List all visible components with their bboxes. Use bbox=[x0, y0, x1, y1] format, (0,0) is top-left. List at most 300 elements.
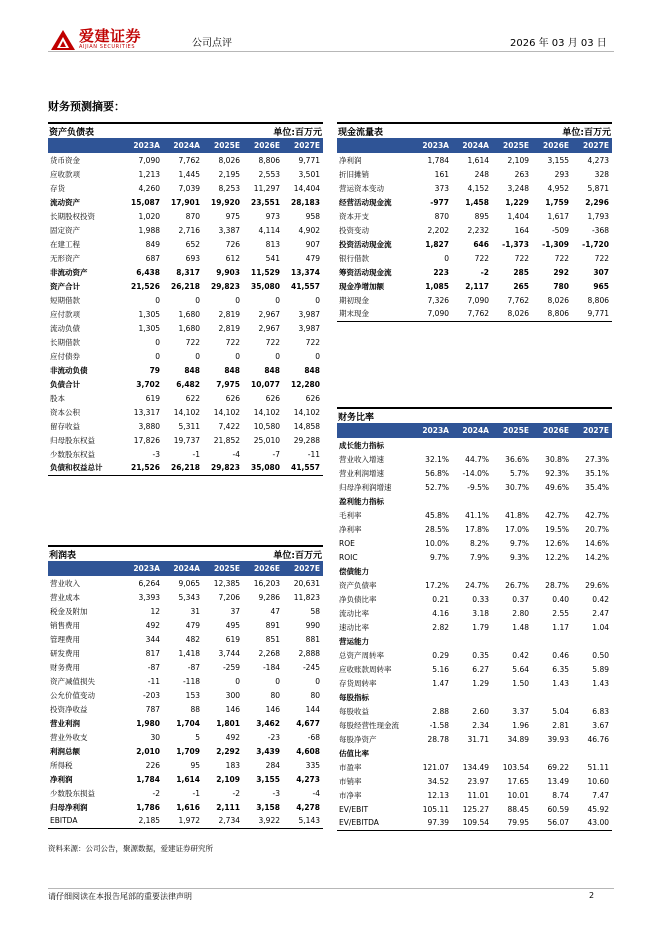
row-label: 无形资产 bbox=[50, 253, 80, 263]
row-value: 146 bbox=[265, 704, 280, 714]
row-value: -977 bbox=[430, 197, 449, 207]
row-value: -2 bbox=[232, 788, 240, 798]
row-value: 26,218 bbox=[171, 463, 200, 473]
row-label: 期初现金 bbox=[339, 295, 369, 305]
year-header: 2024A bbox=[163, 561, 203, 576]
row-label: 留存收益 bbox=[50, 421, 80, 431]
table-row bbox=[48, 153, 323, 167]
balance-sheet-unit: 单位:百万元 bbox=[273, 127, 322, 138]
row-value: 2,109 bbox=[507, 155, 529, 165]
row-value: 3,439 bbox=[256, 746, 280, 756]
table-row bbox=[48, 209, 323, 223]
row-value: 17.8% bbox=[465, 524, 489, 534]
row-value: 4,677 bbox=[296, 718, 320, 728]
row-value: 5.7% bbox=[509, 468, 529, 478]
row-value: 1,614 bbox=[467, 155, 489, 165]
table-row bbox=[48, 335, 323, 349]
row-value: 105.11 bbox=[422, 804, 449, 814]
row-label: 长期借款 bbox=[50, 337, 80, 347]
year-header: 2026E bbox=[532, 423, 572, 438]
header-blank-cell bbox=[337, 423, 412, 438]
row-value: 4,952 bbox=[547, 183, 569, 193]
row-value: 10,077 bbox=[251, 379, 280, 389]
row-value: 1.04 bbox=[592, 622, 609, 632]
table-row bbox=[48, 419, 323, 433]
row-value: 13,317 bbox=[133, 407, 160, 417]
row-value bbox=[492, 564, 532, 578]
table-row bbox=[48, 576, 323, 590]
row-value: 4,902 bbox=[298, 225, 320, 235]
row-value: 2.80 bbox=[512, 608, 529, 618]
row-value: 36.6% bbox=[505, 454, 529, 464]
year-header: 2027E bbox=[572, 138, 612, 153]
row-value: 1,801 bbox=[216, 718, 240, 728]
row-value: 121.07 bbox=[422, 762, 449, 772]
row-value bbox=[532, 746, 572, 760]
row-label: 营业外收支 bbox=[50, 732, 88, 742]
row-label: 期末现金 bbox=[339, 309, 369, 319]
table-row bbox=[337, 718, 612, 732]
row-value: 2,553 bbox=[258, 169, 280, 179]
row-value: 14,404 bbox=[293, 183, 320, 193]
row-value: 0.42 bbox=[592, 594, 609, 604]
row-value: 1.96 bbox=[512, 720, 529, 730]
row-label: 营业收入增速 bbox=[339, 454, 384, 464]
row-value: 19,920 bbox=[211, 197, 240, 207]
row-value: 14,102 bbox=[213, 407, 240, 417]
row-label: 筹资活动现金流 bbox=[339, 267, 392, 277]
table-row bbox=[337, 746, 612, 760]
row-value bbox=[492, 690, 532, 704]
row-value: -9.5% bbox=[467, 482, 489, 492]
row-value: 11,297 bbox=[253, 183, 280, 193]
row-value: 1,793 bbox=[587, 211, 609, 221]
row-value: 3,248 bbox=[507, 183, 529, 193]
row-value: 14.6% bbox=[585, 538, 609, 548]
income-unit: 单位:百万元 bbox=[273, 550, 322, 561]
row-value: 7,422 bbox=[218, 421, 240, 431]
header-blank-cell bbox=[337, 138, 412, 153]
row-value: 4,273 bbox=[296, 774, 320, 784]
row-value: 344 bbox=[145, 634, 160, 644]
row-value: 8,317 bbox=[176, 267, 200, 277]
row-value: 10.0% bbox=[425, 538, 449, 548]
table-row bbox=[48, 800, 323, 814]
row-value: 4,114 bbox=[258, 225, 280, 235]
row-value: 722 bbox=[185, 337, 200, 347]
row-value: 5,311 bbox=[178, 421, 200, 431]
row-value bbox=[572, 634, 612, 648]
table-row bbox=[337, 452, 612, 466]
row-value: 6.27 bbox=[472, 664, 489, 674]
table-row bbox=[337, 508, 612, 522]
row-value: 17,901 bbox=[171, 197, 200, 207]
row-label: 流动比率 bbox=[339, 608, 369, 618]
row-value: 895 bbox=[474, 211, 489, 221]
row-value: 32.1% bbox=[425, 454, 449, 464]
table-row bbox=[48, 363, 323, 377]
row-value: 8.74 bbox=[552, 790, 569, 800]
table-row bbox=[337, 209, 612, 223]
row-label: 归母净利润 bbox=[50, 802, 88, 812]
row-label: 折旧摊销 bbox=[339, 169, 369, 179]
year-header: 2025E bbox=[203, 138, 243, 153]
row-label: 归母股东权益 bbox=[50, 435, 95, 445]
cash-flow-table bbox=[337, 138, 612, 322]
row-value: 3,462 bbox=[256, 718, 280, 728]
row-value bbox=[492, 746, 532, 760]
row-label: 流动负债 bbox=[50, 323, 80, 333]
row-value: 9,771 bbox=[298, 155, 320, 165]
row-value: 4.16 bbox=[432, 608, 449, 618]
row-value: 30.8% bbox=[545, 454, 569, 464]
table-row bbox=[337, 167, 612, 181]
row-value bbox=[492, 494, 532, 508]
row-value: 4,260 bbox=[138, 183, 160, 193]
header-divider bbox=[48, 51, 614, 52]
row-value: -2 bbox=[152, 788, 160, 798]
logo-name-en: AIJIAN SECURITIES bbox=[79, 44, 136, 50]
row-value: 0 bbox=[315, 295, 320, 305]
row-value: 0 bbox=[235, 295, 240, 305]
row-value: 69.22 bbox=[547, 762, 569, 772]
row-value: 7,975 bbox=[216, 379, 240, 389]
table-row bbox=[48, 702, 323, 716]
row-label: 偿债能力 bbox=[339, 566, 369, 576]
row-value: 29,823 bbox=[211, 463, 240, 473]
row-value: 292 bbox=[553, 267, 569, 277]
row-label: 每股净资产 bbox=[339, 734, 377, 744]
table-row bbox=[48, 632, 323, 646]
table-row bbox=[337, 153, 612, 167]
year-header-row bbox=[48, 138, 323, 153]
table-row bbox=[337, 536, 612, 550]
row-label: 毛利率 bbox=[339, 510, 362, 520]
row-label: 应付债券 bbox=[50, 351, 80, 361]
year-header-row bbox=[337, 423, 612, 438]
header-blank-cell bbox=[48, 138, 123, 153]
row-value: 30.7% bbox=[505, 482, 529, 492]
row-value: 373 bbox=[434, 183, 449, 193]
table-row bbox=[48, 181, 323, 195]
row-value: 1.48 bbox=[512, 622, 529, 632]
row-value bbox=[572, 438, 612, 452]
row-value: 0 bbox=[315, 351, 320, 361]
row-value: 14,102 bbox=[253, 407, 280, 417]
cash-flow-title: 现金流量表 bbox=[338, 127, 384, 138]
row-value: 3,155 bbox=[547, 155, 569, 165]
row-value: 1,680 bbox=[178, 323, 200, 333]
row-value: 2,109 bbox=[216, 774, 240, 784]
row-value bbox=[452, 438, 492, 452]
row-value: 15,087 bbox=[131, 197, 160, 207]
row-value: 1,988 bbox=[138, 225, 160, 235]
row-value: 2,202 bbox=[427, 225, 449, 235]
row-label: 投资变动 bbox=[339, 225, 369, 235]
row-value: 722 bbox=[554, 253, 569, 263]
row-value: 6,482 bbox=[176, 379, 200, 389]
table-row bbox=[48, 349, 323, 363]
row-value: 293 bbox=[554, 169, 569, 179]
row-value: 1.43 bbox=[592, 678, 609, 688]
row-value: 26.7% bbox=[505, 580, 529, 590]
row-value: 265 bbox=[513, 281, 529, 291]
table-row bbox=[48, 814, 323, 828]
row-value: 722 bbox=[305, 337, 320, 347]
row-label: 非流动资产 bbox=[50, 267, 88, 277]
row-label: 每股收益 bbox=[339, 706, 369, 716]
table-row bbox=[337, 181, 612, 195]
year-header: 2025E bbox=[492, 423, 532, 438]
row-value: 652 bbox=[185, 239, 200, 249]
row-value: -4 bbox=[232, 449, 240, 459]
logo-name-cn: 爱建证券 bbox=[79, 27, 142, 45]
row-label: 负债合计 bbox=[50, 379, 80, 389]
row-value bbox=[532, 494, 572, 508]
row-value: 612 bbox=[225, 253, 240, 263]
row-value: 0 bbox=[235, 676, 240, 686]
report-date: 2026 年 03 月 03 日 bbox=[510, 38, 607, 49]
row-value: 46.76 bbox=[587, 734, 609, 744]
row-value: 146 bbox=[225, 704, 240, 714]
row-value: 9,286 bbox=[258, 592, 280, 602]
table-row bbox=[48, 321, 323, 335]
row-value: 49.6% bbox=[545, 482, 569, 492]
row-value: 109.54 bbox=[462, 818, 489, 828]
table-row bbox=[337, 676, 612, 690]
row-value: -1,373 bbox=[502, 239, 529, 249]
row-value: 41.8% bbox=[505, 510, 529, 520]
row-value: -184 bbox=[262, 662, 280, 672]
row-value: 43.00 bbox=[587, 818, 609, 828]
row-label: 净负债比率 bbox=[339, 594, 377, 604]
logo-mountain-icon bbox=[50, 29, 76, 51]
row-value: 31.71 bbox=[467, 734, 489, 744]
table-row bbox=[48, 744, 323, 758]
legal-disclaimer-note: 请仔细阅读在本报告尾部的重要法律声明 bbox=[48, 892, 192, 901]
row-value: 1,784 bbox=[427, 155, 449, 165]
table-row bbox=[48, 590, 323, 604]
row-value: 848 bbox=[224, 365, 240, 375]
row-value: 328 bbox=[594, 169, 609, 179]
table-row bbox=[48, 307, 323, 321]
row-value bbox=[412, 634, 452, 648]
company-logo bbox=[50, 29, 141, 51]
row-value: 29,288 bbox=[293, 435, 320, 445]
cash-flow-unit: 单位:百万元 bbox=[562, 127, 611, 138]
row-value: 9.7% bbox=[429, 552, 449, 562]
table-row bbox=[48, 660, 323, 674]
row-value: 23,551 bbox=[251, 197, 280, 207]
row-value bbox=[532, 634, 572, 648]
row-value: 0 bbox=[275, 676, 280, 686]
row-value: 1,786 bbox=[136, 802, 160, 812]
row-value: 7,762 bbox=[467, 309, 489, 319]
ratios-table bbox=[337, 423, 612, 831]
row-value: 1,784 bbox=[136, 774, 160, 784]
table-row bbox=[337, 237, 612, 251]
row-label: 固定资产 bbox=[50, 225, 80, 235]
row-value: 722 bbox=[265, 337, 280, 347]
row-value: 41.1% bbox=[465, 510, 489, 520]
year-header: 2024A bbox=[452, 138, 492, 153]
row-value: 12.13 bbox=[427, 790, 449, 800]
row-value: 3,393 bbox=[138, 592, 160, 602]
row-value: 29.6% bbox=[585, 580, 609, 590]
year-header: 2026E bbox=[532, 138, 572, 153]
row-value: 19,737 bbox=[173, 435, 200, 445]
row-value: 7,039 bbox=[178, 183, 200, 193]
row-value: 2.34 bbox=[472, 720, 489, 730]
row-value: 1,418 bbox=[178, 648, 200, 658]
table-row bbox=[337, 522, 612, 536]
row-value: 687 bbox=[145, 253, 160, 263]
row-value bbox=[492, 438, 532, 452]
row-value: 5,343 bbox=[178, 592, 200, 602]
row-label: 应收款项 bbox=[50, 169, 80, 179]
row-value: 45.8% bbox=[425, 510, 449, 520]
row-value: 20.7% bbox=[585, 524, 609, 534]
row-value: 20,631 bbox=[293, 578, 320, 588]
row-value: 2.81 bbox=[552, 720, 569, 730]
table-row bbox=[337, 195, 612, 209]
table-row bbox=[48, 293, 323, 307]
row-value: 8,026 bbox=[547, 295, 569, 305]
row-value: 8,806 bbox=[258, 155, 280, 165]
table-row bbox=[48, 167, 323, 181]
row-value: 307 bbox=[593, 267, 609, 277]
row-value: 51.11 bbox=[587, 762, 609, 772]
row-value: 14,858 bbox=[293, 421, 320, 431]
table-row bbox=[337, 774, 612, 788]
row-label: ROIC bbox=[339, 552, 358, 562]
row-value: 226 bbox=[145, 760, 160, 770]
row-value: -1 bbox=[192, 788, 200, 798]
row-label: 净利润 bbox=[339, 155, 362, 165]
row-value: 3,987 bbox=[298, 309, 320, 319]
row-value: -87 bbox=[147, 662, 160, 672]
row-value: 2.82 bbox=[432, 622, 449, 632]
row-value: 881 bbox=[305, 634, 320, 644]
row-label: 短期借款 bbox=[50, 295, 80, 305]
row-value: 13.49 bbox=[547, 776, 569, 786]
row-value: 622 bbox=[185, 393, 200, 403]
row-value: 13,374 bbox=[291, 267, 320, 277]
row-value: 95 bbox=[190, 760, 200, 770]
row-value: 92.3% bbox=[545, 468, 569, 478]
row-value: 44.7% bbox=[465, 454, 489, 464]
row-value: 11,823 bbox=[293, 592, 320, 602]
row-value: 8,806 bbox=[587, 295, 609, 305]
row-value: -118 bbox=[182, 676, 200, 686]
row-value: 848 bbox=[184, 365, 200, 375]
ratios-title: 财务比率 bbox=[338, 412, 375, 423]
row-value bbox=[452, 634, 492, 648]
row-value: 17,826 bbox=[133, 435, 160, 445]
row-value: 2,117 bbox=[465, 281, 489, 291]
row-value: 47 bbox=[270, 606, 280, 616]
row-value: 21,852 bbox=[213, 435, 240, 445]
row-value: 1,458 bbox=[465, 197, 489, 207]
row-value: 1,085 bbox=[425, 281, 449, 291]
table-row bbox=[48, 237, 323, 251]
row-value: 144 bbox=[305, 704, 320, 714]
row-label: 营业利润 bbox=[50, 718, 80, 728]
row-value: -68 bbox=[307, 732, 320, 742]
row-value: 17.0% bbox=[505, 524, 529, 534]
row-value: 0.50 bbox=[592, 650, 609, 660]
row-label: 营运资本变动 bbox=[339, 183, 384, 193]
row-value: 4,608 bbox=[296, 746, 320, 756]
row-value: 8,806 bbox=[547, 309, 569, 319]
table-row bbox=[337, 279, 612, 293]
table-row bbox=[48, 279, 323, 293]
table-row bbox=[48, 716, 323, 730]
table-row bbox=[48, 786, 323, 800]
row-value: 34.52 bbox=[427, 776, 449, 786]
row-value: 10.01 bbox=[507, 790, 529, 800]
row-value: 2,292 bbox=[216, 746, 240, 756]
income-title: 利润表 bbox=[49, 550, 77, 561]
row-value: 2,967 bbox=[258, 309, 280, 319]
row-value: 88.45 bbox=[507, 804, 529, 814]
row-value: 1.43 bbox=[552, 678, 569, 688]
year-header: 2023A bbox=[412, 138, 452, 153]
row-value: 12,385 bbox=[213, 578, 240, 588]
table-row bbox=[337, 592, 612, 606]
row-label: 长期股权投资 bbox=[50, 211, 95, 221]
year-header: 2023A bbox=[123, 561, 163, 576]
row-label: 营业利润增速 bbox=[339, 468, 384, 478]
row-value: 35.4% bbox=[585, 482, 609, 492]
row-value: 8.2% bbox=[469, 538, 489, 548]
row-value: 80 bbox=[310, 690, 320, 700]
row-label: 应收账款周转率 bbox=[339, 664, 392, 674]
year-header: 2026E bbox=[243, 561, 283, 576]
row-value: -245 bbox=[302, 662, 320, 672]
row-value: 817 bbox=[145, 648, 160, 658]
row-value: 39.93 bbox=[547, 734, 569, 744]
row-value: 626 bbox=[265, 393, 280, 403]
row-value: 849 bbox=[145, 239, 160, 249]
row-value: 1,229 bbox=[505, 197, 529, 207]
row-value: 482 bbox=[185, 634, 200, 644]
row-value: 2,232 bbox=[467, 225, 489, 235]
row-label: 税金及附加 bbox=[50, 606, 88, 616]
row-value: 958 bbox=[305, 211, 320, 221]
table-row bbox=[337, 732, 612, 746]
row-value: 3,387 bbox=[218, 225, 240, 235]
row-value bbox=[532, 564, 572, 578]
row-label: EBITDA bbox=[50, 816, 78, 826]
row-value: 0 bbox=[195, 351, 200, 361]
table-row bbox=[337, 634, 612, 648]
row-value: 97.39 bbox=[427, 818, 449, 828]
row-value: 1,759 bbox=[545, 197, 569, 207]
row-value: -203 bbox=[142, 690, 160, 700]
row-value: 5,871 bbox=[587, 183, 609, 193]
row-value: 164 bbox=[514, 225, 529, 235]
row-value: 3.37 bbox=[512, 706, 529, 716]
row-value: 21,526 bbox=[131, 463, 160, 473]
row-value: 183 bbox=[225, 760, 240, 770]
row-value: -1.58 bbox=[429, 720, 449, 730]
row-value bbox=[572, 494, 612, 508]
row-value: 2,010 bbox=[136, 746, 160, 756]
row-value: 1,972 bbox=[178, 816, 200, 826]
row-value: 0.40 bbox=[552, 594, 569, 604]
year-header: 2027E bbox=[572, 423, 612, 438]
